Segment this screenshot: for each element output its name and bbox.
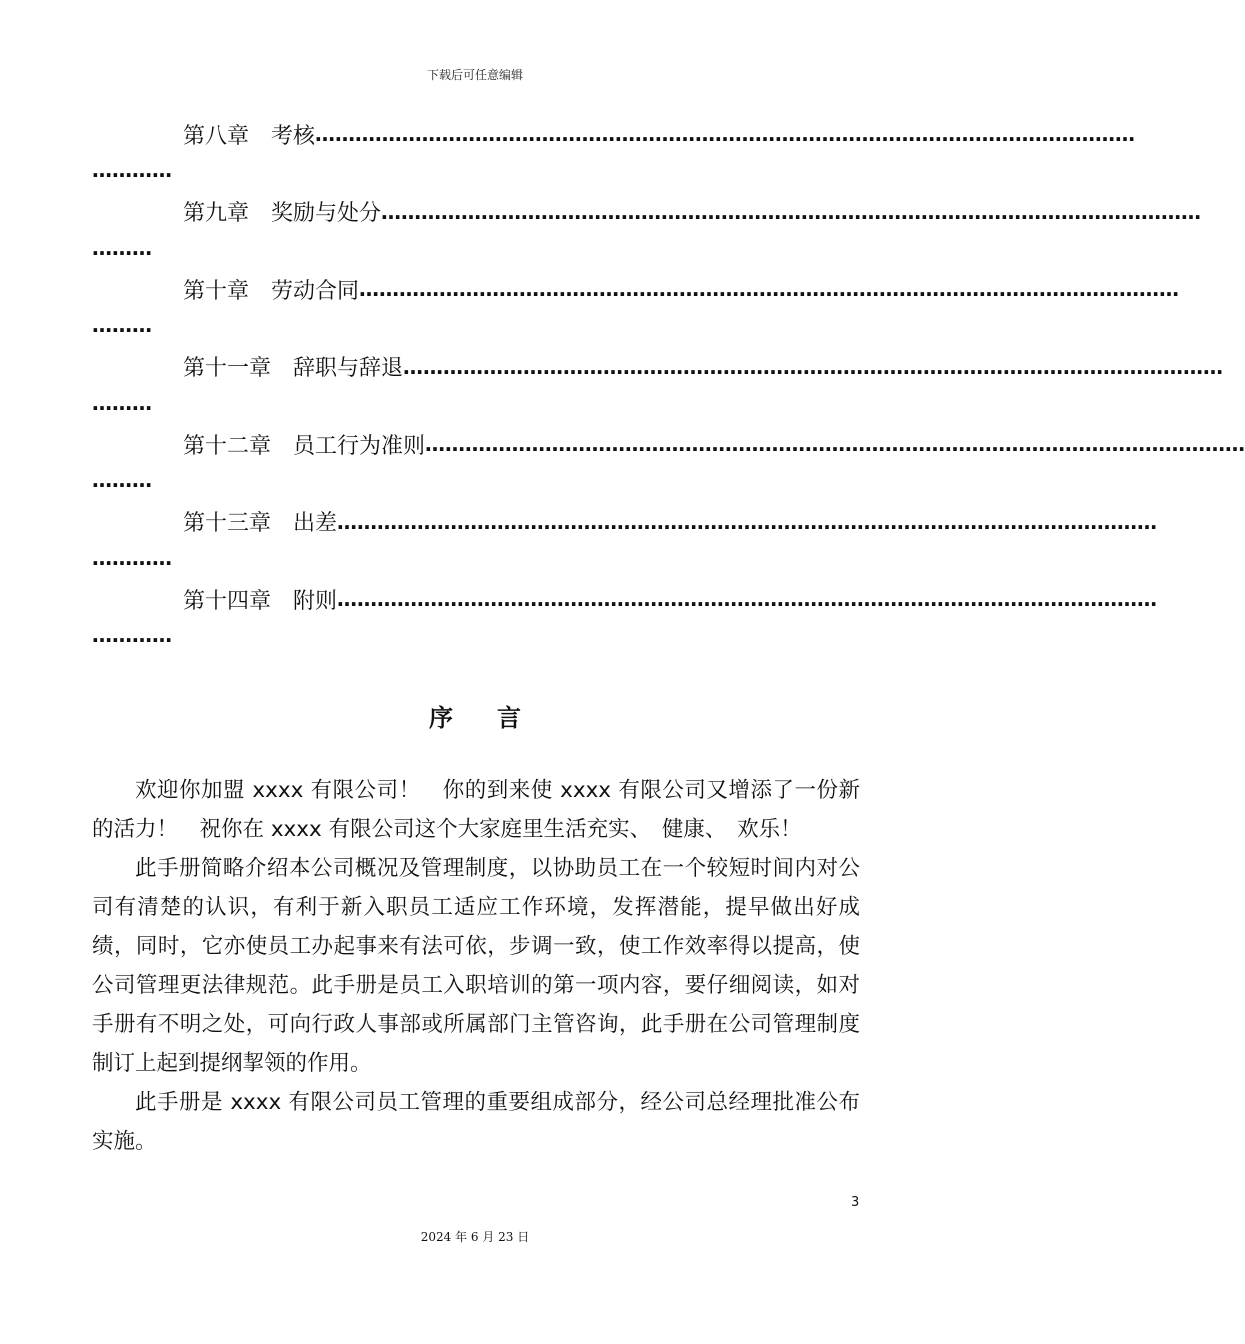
toc-leader-continuation: ……… (92, 313, 152, 337)
toc-leader-continuation: ……… (92, 468, 152, 492)
footer-date: 2024 年 6 月 23 日 (420, 1230, 530, 1244)
preface-body (92, 771, 860, 1161)
toc-line (183, 269, 1180, 309)
preface-paragraph-2: 此手册简略介绍本公司概况及管理制度，以协助员工在一个较短时间内对公司有清楚的认识，有利于新入职员工适应工作环境，发挥潜能，提早做出好成绩，同时，它亦使员工办起事来有法可依，步调一致，使工作效率得以提高，使公司管理更法律规范。此手册是员工入职培训的第一项内容，要仔细阅读，如对手册有不明之处，可向行政人事部或所属部门主管咨询，此手册在公司管理制度制订上起到提纲挈领的作用。 (92, 856, 860, 1076)
toc-leader-dots: …………………………………………………………………………………………………………… (425, 432, 1245, 456)
toc-chapter-number: 第十四章 (183, 588, 272, 614)
toc-leader-dots: …………………………………………………………………………………………………………… (403, 354, 1224, 379)
toc-leader-dots: …………………………………………………………………………………………………………… (337, 587, 1158, 611)
toc-leader-dots: …………………………………………………………………………………………………………… (381, 199, 1202, 224)
toc-leader-dots: …………………………………………………………………………………………………………… (359, 277, 1180, 301)
toc-chapter-number: 第八章 (183, 123, 250, 149)
toc-leader-continuation: ……… (92, 390, 152, 415)
toc-entry-chapter-8[interactable] (92, 114, 1136, 192)
toc-chapter-number: 第十二章 (183, 433, 272, 459)
toc-chapter-title: 员工行为准则 (293, 433, 426, 459)
toc-entry-chapter-10[interactable] (92, 269, 1180, 347)
toc-line (183, 424, 1245, 464)
toc-leader-continuation: ……… (92, 235, 152, 260)
toc-entry-chapter-13[interactable] (92, 502, 1158, 580)
toc-entry-chapter-12[interactable] (92, 424, 1245, 502)
toc-line (183, 579, 1158, 619)
preface-paragraph-3: 此手册是 xxxx 有限公司员工管理的重要组成部分，经公司总经理批准公布实施。 (92, 1090, 860, 1154)
toc-line (183, 502, 1158, 542)
toc-line (183, 114, 1136, 154)
toc-leader-continuation: ………… (92, 158, 172, 182)
toc-line (183, 347, 1224, 387)
toc-entry-chapter-9[interactable] (92, 192, 1202, 270)
toc-chapter-title: 考核 (271, 123, 316, 149)
toc-entry-chapter-14[interactable] (92, 579, 1158, 657)
toc-chapter-number: 第九章 (183, 201, 250, 226)
toc-chapter-number: 第十一章 (183, 356, 272, 381)
toc-chapter-title: 奖励与处分 (271, 201, 382, 226)
toc-chapter-title: 辞职与辞退 (293, 356, 404, 381)
toc-line (183, 192, 1202, 232)
toc-chapter-title: 附则 (293, 588, 338, 614)
toc-leader-dots: …………………………………………………………………………………………………………… (315, 122, 1136, 146)
toc-leader-dots: …………………………………………………………………………………………………………… (337, 509, 1158, 534)
preface-paragraph-1: 欢迎你加盟 xxxx 有限公司！ 你的到来使 xxxx 有限公司又增添了一份新的活力！ 祝你在 xxxx 有限公司这个大家庭里生活充实、 健康、 欢乐！ (92, 778, 860, 842)
toc-chapter-title: 劳动合同 (271, 278, 360, 304)
toc-chapter-title: 出差 (293, 511, 338, 536)
header-note: 下载后可任意编辑 (426, 68, 523, 82)
toc-entry-chapter-11[interactable] (92, 347, 1224, 425)
toc-chapter-number: 第十章 (183, 278, 250, 304)
toc-chapter-number: 第十三章 (183, 511, 272, 536)
toc-leader-continuation: ………… (92, 623, 172, 647)
page-number: 3 (851, 1195, 860, 1210)
preface-title: 序言 (429, 704, 565, 732)
table-of-contents (92, 114, 1245, 657)
toc-leader-continuation: ………… (92, 545, 172, 570)
